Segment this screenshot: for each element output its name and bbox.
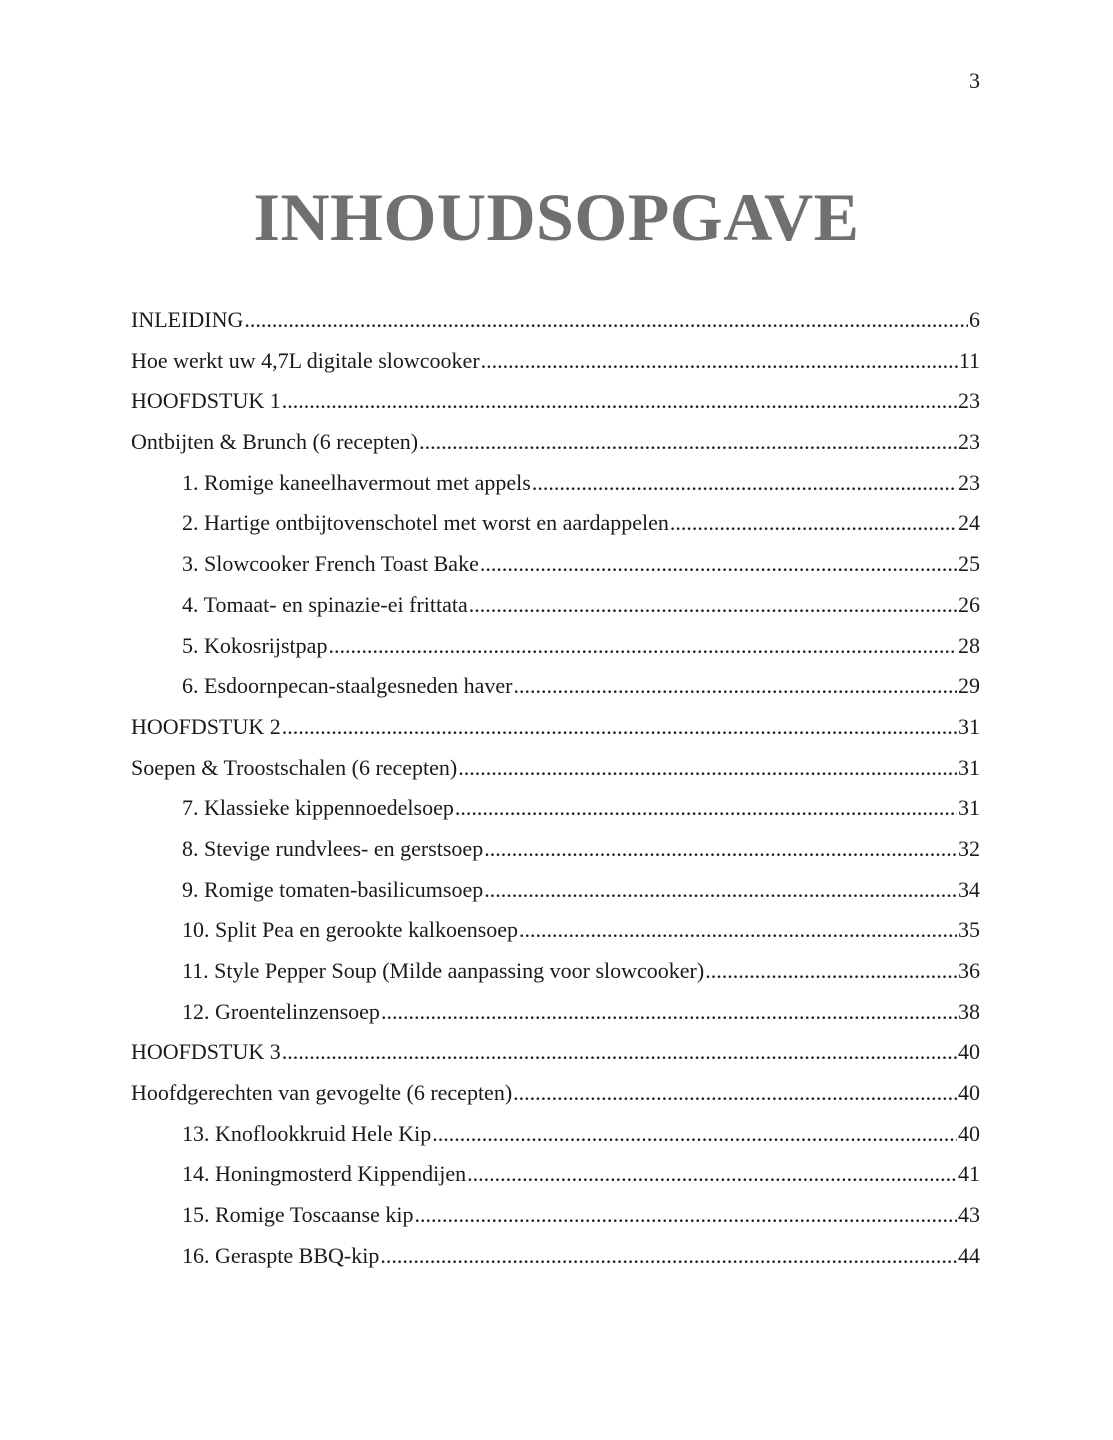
toc-entry-page: 31 [958, 795, 980, 821]
toc-entry-page: 31 [958, 713, 980, 739]
toc-entry-label: 16. Geraspte BBQ-kip [182, 1242, 380, 1268]
table-of-contents [131, 300, 980, 1277]
toc-dot-leader [484, 870, 957, 911]
toc-entry-page: 38 [958, 998, 980, 1024]
toc-entry[interactable] [131, 463, 980, 504]
toc-entry[interactable] [131, 544, 980, 585]
toc-dot-leader [381, 992, 957, 1033]
toc-entry-page: 43 [958, 1202, 980, 1228]
toc-entry[interactable] [131, 1114, 980, 1155]
toc-entry-page: 34 [958, 876, 980, 902]
page-number: 3 [969, 68, 980, 93]
toc-entry-label: 12. Groentelinzensoep [182, 998, 380, 1024]
toc-entry-page: 28 [958, 632, 980, 658]
toc-entry[interactable] [131, 992, 980, 1033]
toc-entry[interactable] [131, 300, 980, 341]
toc-entry[interactable] [131, 503, 980, 544]
toc-entry[interactable] [131, 910, 980, 951]
toc-entry[interactable] [131, 1154, 980, 1195]
toc-entry-page: 35 [958, 917, 980, 943]
toc-entry[interactable] [131, 422, 980, 463]
toc-entry-page: 26 [958, 591, 980, 617]
toc-dot-leader [705, 951, 957, 992]
toc-entry-label: 10. Split Pea en gerookte kalkoensoep [182, 917, 519, 943]
toc-dot-leader [469, 585, 957, 626]
toc-entry-label: 15. Romige Toscaanse kip [182, 1202, 414, 1228]
toc-entry-page: 41 [958, 1161, 980, 1187]
toc-dot-leader [380, 1236, 957, 1277]
toc-dot-leader [670, 503, 957, 544]
toc-entry-label: 13. Knoflookkruid Hele Kip [182, 1120, 432, 1146]
toc-entry-label: 7. Klassieke kippennoedelsoep [182, 795, 454, 821]
toc-entry[interactable] [131, 1073, 980, 1114]
toc-entry-page: 40 [958, 1120, 980, 1146]
toc-entry-page: 25 [958, 551, 980, 577]
toc-dot-leader [513, 1073, 957, 1114]
toc-entry-label: 3. Slowcooker French Toast Bake [182, 551, 479, 577]
toc-entry-label: 14. Honingmosterd Kippendijen [182, 1161, 467, 1187]
toc-entry-label: Hoe werkt uw 4,7L digitale slowcooker [131, 347, 480, 373]
toc-entry[interactable] [131, 585, 980, 626]
toc-entry-page: 40 [958, 1039, 980, 1065]
toc-entry[interactable] [131, 951, 980, 992]
toc-entry-page: 23 [958, 469, 980, 495]
toc-dot-leader [481, 341, 958, 382]
toc-dot-leader [282, 1032, 957, 1073]
toc-entry-page: 29 [958, 673, 980, 699]
toc-dot-leader [244, 300, 968, 341]
toc-entry[interactable] [131, 666, 980, 707]
toc-dot-leader [328, 626, 957, 667]
toc-dot-leader [513, 666, 957, 707]
toc-entry-label: 5. Kokosrijstpap [182, 632, 328, 658]
toc-dot-leader [414, 1195, 957, 1236]
toc-dot-leader [467, 1154, 957, 1195]
page-title: INHOUDSOPGAVE [253, 179, 860, 255]
toc-entry-label: 6. Esdoornpecan-staalgesneden haver [182, 673, 513, 699]
toc-entry-label: 4. Tomaat- en spinazie-ei frittata [182, 591, 468, 617]
toc-entry-label: HOOFDSTUK 3 [131, 1039, 281, 1065]
toc-entry-page: 23 [958, 429, 980, 455]
toc-dot-leader [282, 707, 957, 748]
toc-dot-leader [455, 788, 957, 829]
toc-entry-page: 40 [958, 1080, 980, 1106]
toc-entry-label: 1. Romige kaneelhavermout met appels [182, 469, 531, 495]
toc-dot-leader [519, 910, 957, 951]
toc-entry[interactable] [131, 626, 980, 667]
toc-entry-page: 24 [958, 510, 980, 536]
toc-entry[interactable] [131, 1195, 980, 1236]
toc-entry-label: HOOFDSTUK 2 [131, 713, 281, 739]
toc-dot-leader [480, 544, 957, 585]
toc-entry[interactable] [131, 829, 980, 870]
toc-entry-label: 2. Hartige ontbijtovenschotel met worst en aardappelen [182, 510, 669, 536]
toc-entry[interactable] [131, 381, 980, 422]
toc-entry[interactable] [131, 1032, 980, 1073]
toc-entry-label: 8. Stevige rundvlees- en gerstsoep [182, 835, 484, 861]
toc-dot-leader [484, 829, 957, 870]
toc-entry-page: 31 [958, 754, 980, 780]
toc-entry-page: 44 [958, 1242, 980, 1268]
toc-entry-page: 6 [969, 307, 980, 332]
toc-entry-label: Hoofdgerechten van gevogelte (6 recepten) [131, 1080, 513, 1106]
toc-dot-leader [432, 1114, 957, 1155]
toc-entry-page: 23 [958, 388, 980, 414]
toc-entry-label: 9. Romige tomaten-basilicumsoep [182, 876, 484, 902]
toc-entry-label: 11. Style Pepper Soup (Milde aanpassing voor slowcooker) [182, 958, 705, 983]
toc-dot-leader [419, 422, 957, 463]
toc-entry-page: 36 [958, 958, 980, 983]
toc-dot-leader [282, 381, 957, 422]
toc-entry[interactable] [131, 1236, 980, 1277]
toc-entry-page: 11 [958, 347, 980, 373]
toc-entry-label: INLEIDING [131, 307, 244, 332]
toc-entry-label: Ontbijten & Brunch (6 recepten) [131, 429, 419, 455]
toc-entry[interactable] [131, 788, 980, 829]
toc-entry[interactable] [131, 707, 980, 748]
toc-dot-leader [532, 463, 957, 504]
toc-entry[interactable] [131, 748, 980, 789]
toc-entry[interactable] [131, 341, 980, 382]
toc-entry-label: HOOFDSTUK 1 [131, 388, 281, 414]
toc-entry[interactable] [131, 870, 980, 911]
toc-dot-leader [458, 748, 957, 789]
toc-entry-page: 32 [958, 835, 980, 861]
toc-entry-label: Soepen & Troostschalen (6 recepten) [131, 754, 458, 780]
